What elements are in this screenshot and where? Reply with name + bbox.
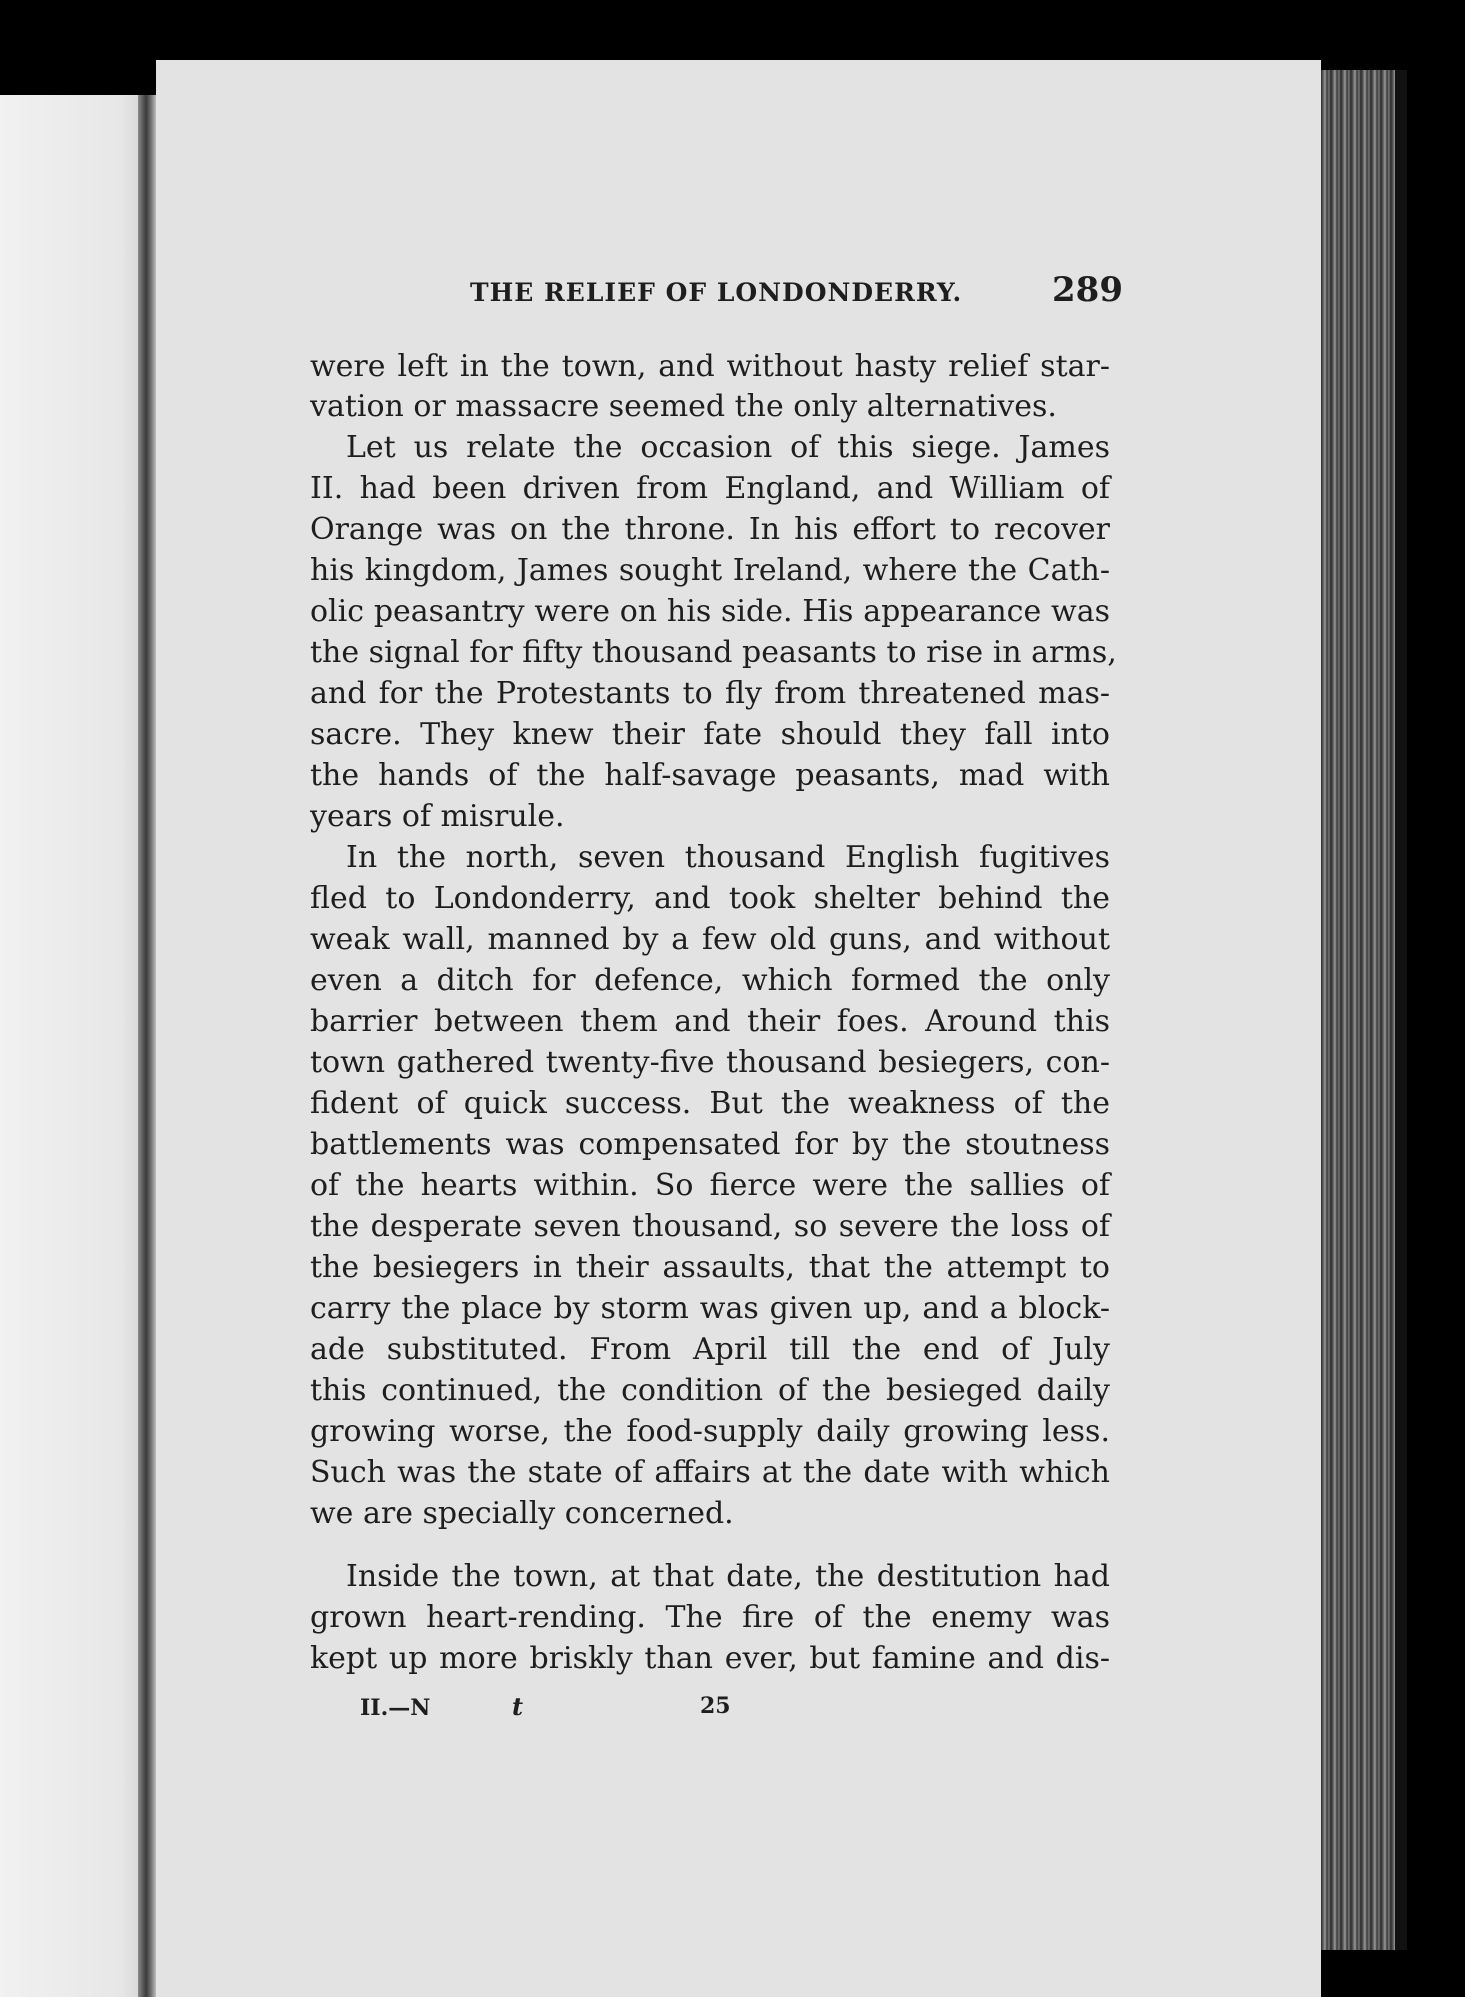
text-line: In the north, seven thousand English fugitives: [346, 840, 1110, 875]
text-line: battlements was compensated for by the stoutness: [310, 1127, 1110, 1162]
text-line: II. had been driven from England, and William of: [310, 471, 1110, 506]
text-line: Such was the state of affairs at the date with which: [310, 1455, 1110, 1490]
page-number: 289: [1052, 270, 1123, 310]
text-line: vation or massacre seemed the only alternatives.: [310, 389, 1057, 424]
text-line: and for the Protestants to fly from threatened mas-: [310, 676, 1110, 711]
right-page-edges: [1321, 70, 1403, 1950]
text-line: fled to Londonderry, and took shelter behind the: [310, 881, 1110, 916]
sheet-number: 25: [700, 1693, 731, 1719]
right-edge-shadow: [1395, 70, 1407, 1950]
text-line: sacre. They knew their fate should they fall into: [310, 717, 1110, 752]
text-line: Let us relate the occasion of this siege. James: [346, 430, 1110, 465]
text-line: the besiegers in their assaults, that the attempt to: [310, 1250, 1110, 1285]
text-line: his kingdom, James sought Ireland, where the Cath-: [310, 553, 1110, 588]
text-line: Orange was on the throne. In his effort to recover: [310, 512, 1110, 547]
text-line: the hands of the half-savage peasants, mad with: [310, 758, 1110, 793]
text-line: the desperate seven thousand, so severe the loss of: [310, 1209, 1110, 1244]
printer-mark: t: [512, 1692, 524, 1721]
text-line: even a ditch for defence, which formed the only: [310, 963, 1110, 998]
signature-mark: II.—N: [360, 1695, 431, 1721]
text-line: weak wall, manned by a few old guns, and without: [310, 922, 1110, 957]
text-line: years of misrule.: [310, 799, 565, 834]
text-line: olic peasantry were on his side. His appearance was: [310, 594, 1110, 629]
text-line: were left in the town, and without hasty relief star-: [310, 349, 1110, 384]
text-line: kept up more briskly than ever, but famine and dis-: [310, 1641, 1110, 1676]
book-gutter: [138, 95, 156, 1997]
text-line: grown heart-rending. The fire of the enemy was: [310, 1600, 1110, 1635]
text-line: this continued, the condition of the besieged daily: [310, 1373, 1110, 1408]
text-line: growing worse, the food-supply daily growing less.: [310, 1414, 1110, 1449]
text-line: of the hearts within. So fierce were the sallies of: [310, 1168, 1110, 1203]
text-line: ade substituted. From April till the end of July: [310, 1332, 1110, 1367]
text-line: the signal for fifty thousand peasants to rise in arms,: [310, 635, 1117, 670]
running-head: THE RELIEF OF LONDONDERRY.: [470, 278, 963, 307]
left-page-edge: [0, 95, 152, 1997]
text-line: town gathered twenty-five thousand besiegers, con-: [310, 1045, 1110, 1080]
text-line: barrier between them and their foes. Around this: [310, 1004, 1110, 1039]
text-line: carry the place by storm was given up, and a block-: [310, 1291, 1110, 1326]
text-line: Inside the town, at that date, the destitution had: [346, 1559, 1110, 1594]
text-line: fident of quick success. But the weakness of the: [310, 1086, 1110, 1121]
text-line: we are specially concerned.: [310, 1496, 734, 1531]
